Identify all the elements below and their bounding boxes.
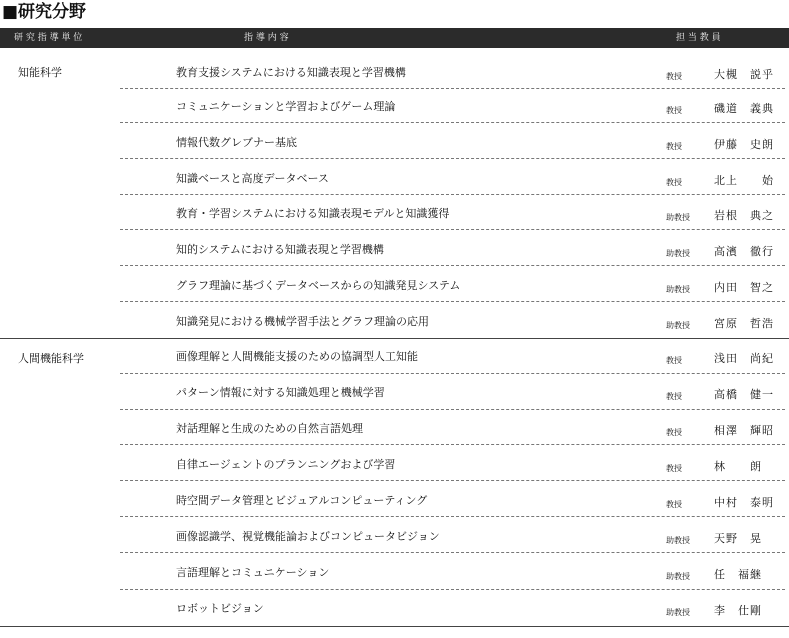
group-label: 知能科学 [18,66,62,79]
row-topic: ロボットビジョン [176,602,264,615]
row-divider [120,516,785,517]
row-topic: コミュニケーションと学習およびゲーム理論 [176,100,396,113]
row-topic: 情報代数グレブナー基底 [176,136,297,149]
row-name: 宮原 哲浩 [714,317,774,330]
row-name: 相澤 輝昭 [714,424,774,437]
row-divider [120,88,785,89]
row-rank: 教授 [666,392,682,401]
header-content: 指 導 内 容 [244,33,289,43]
row-rank: 助教授 [666,249,690,258]
table-row [0,386,789,422]
row-topic: 教育支援システムにおける知識表現と学習機構 [176,66,406,79]
row-name: 林 朗 [714,460,762,473]
table-row [0,66,789,102]
table-row [0,279,789,315]
row-rank: 教授 [666,356,682,365]
table-row [0,494,789,530]
row-topic: グラフ理論に基づくデータベースからの知識発見システム [176,279,461,292]
row-rank: 教授 [666,464,682,473]
table-row [0,315,789,351]
row-rank: 教授 [666,178,682,187]
row-name: 高濱 徹行 [714,245,774,258]
row-topic: 自律エージェントのプランニングおよび学習 [176,458,396,471]
row-name: 北上 始 [714,174,774,187]
row-topic: 知識ベースと高度データベース [176,172,329,185]
table-row [0,602,789,638]
row-rank: 教授 [666,500,682,509]
row-rank: 教授 [666,142,682,151]
table-row [0,243,789,279]
row-topic: 教育・学習システムにおける知識表現モデルと知識獲得 [176,207,450,220]
row-name: 磯道 義典 [714,102,774,115]
row-divider [120,158,785,159]
row-rank: 助教授 [666,285,690,294]
row-divider [120,589,785,590]
row-divider [120,409,785,410]
row-topic: 知的システムにおける知識表現と学習機構 [176,243,384,256]
row-divider [120,373,785,374]
row-divider [120,194,785,195]
row-divider [120,444,785,445]
row-name: 高橋 健一 [714,388,774,401]
row-name: 岩根 典之 [714,209,774,222]
table-header [0,28,789,48]
table-row [0,458,789,494]
row-rank: 教授 [666,428,682,437]
row-rank: 教授 [666,106,682,115]
table-row [0,530,789,566]
row-topic: 画像理解と人間機能支援のための協調型人工知能 [176,350,418,363]
row-name: 中村 泰明 [714,496,774,509]
row-divider [120,265,785,266]
row-rank: 助教授 [666,572,690,581]
row-name: 浅田 尚紀 [714,352,774,365]
row-name: 内田 智之 [714,281,774,294]
header-faculty: 担 当 教 員 [676,33,721,43]
row-divider [120,122,785,123]
table-row [0,422,789,458]
row-rank: 助教授 [666,536,690,545]
group-label: 人間機能科学 [18,352,84,365]
row-topic: 言語理解とコミュニケーション [176,566,330,579]
row-name: 伊藤 史朗 [714,138,774,151]
row-rank: 助教授 [666,321,690,330]
row-name: 李 仕剛 [714,604,762,617]
table-row [0,136,789,172]
row-topic: パターン情報に対する知識処理と機械学習 [176,386,385,399]
row-rank: 助教授 [666,608,690,617]
table-row [0,207,789,243]
row-rank: 教授 [666,72,682,81]
section-title: ■研究分野 [2,2,87,22]
row-name: 任 福継 [714,568,762,581]
row-divider [120,301,785,302]
row-name: 天野 晃 [714,532,762,545]
table-row [0,100,789,136]
header-unit: 研 究 指 導 単 位 [14,33,83,43]
table-row [0,566,789,602]
row-topic: 時空間データ管理とビジュアルコンピューティング [176,494,428,507]
row-topic: 対話理解と生成のための自然言語処理 [176,422,363,435]
row-topic: 画像認識学、視覚機能論およびコンピュータビジョン [176,530,440,543]
row-divider [120,229,785,230]
row-divider [120,552,785,553]
row-rank: 助教授 [666,213,690,222]
table-bottom-rule [0,626,789,627]
row-topic: 知識発見における機械学習手法とグラフ理論の応用 [176,315,429,328]
group-divider [0,338,789,339]
table-row [0,172,789,208]
row-divider [120,480,785,481]
row-name: 大槻 説乎 [714,68,774,81]
table-row [0,350,789,386]
